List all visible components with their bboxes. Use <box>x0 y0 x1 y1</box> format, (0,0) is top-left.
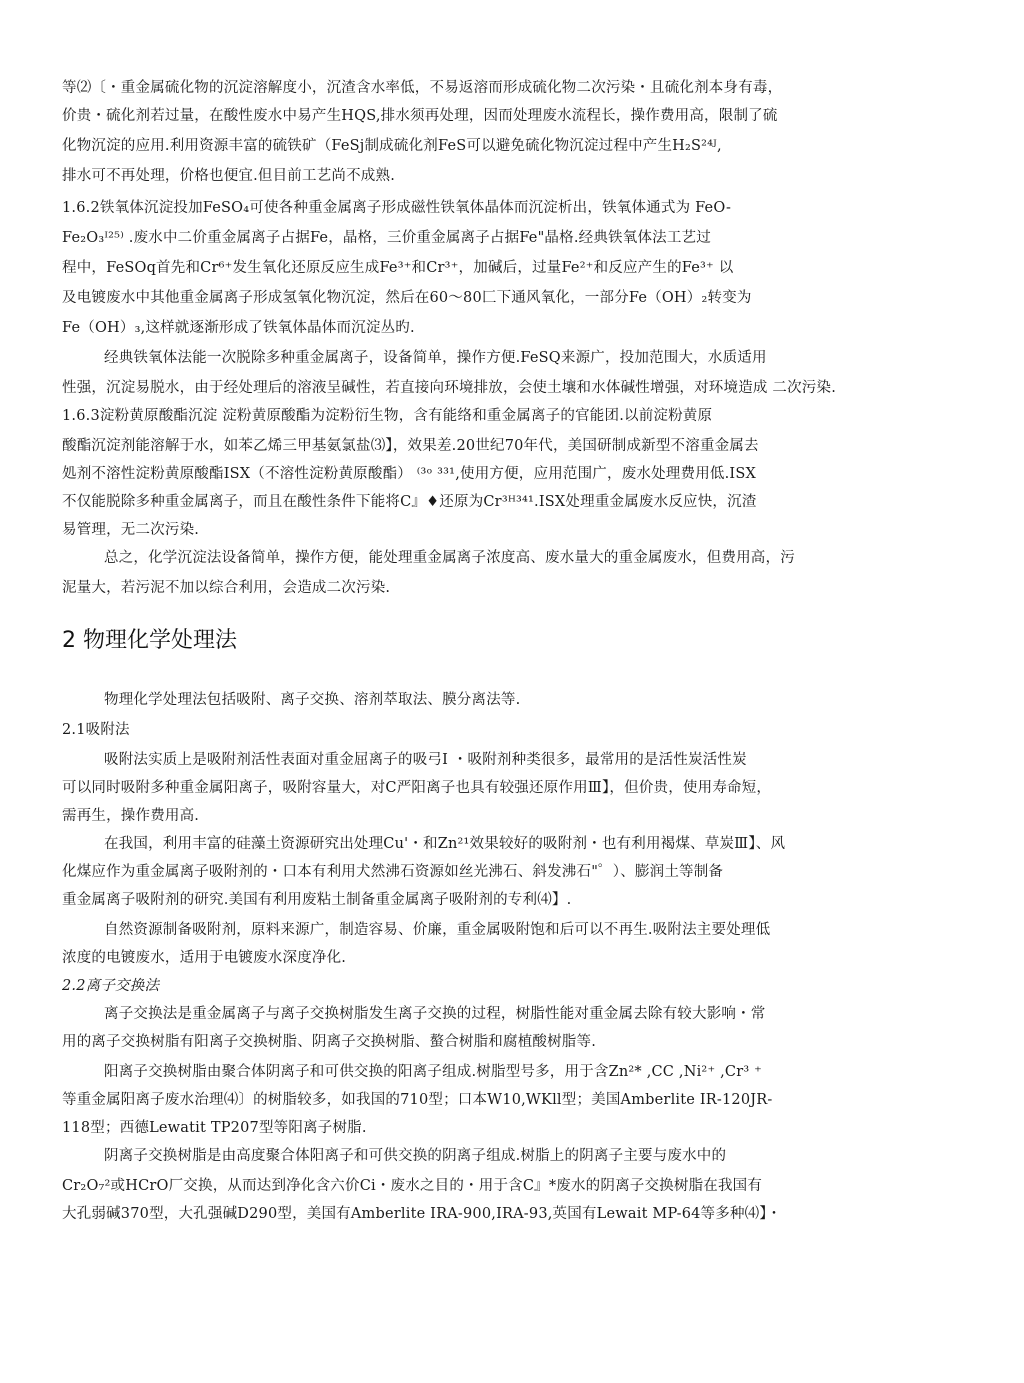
paragraph-start: 阳离子交换树脂由聚合体阴离子和可供交换的阳离子组成.树脂型号多，用于含Zn²* ,CC ,Ni²⁺ ,Cr³ ⁺ <box>104 1064 763 1080</box>
text-line: Cr₂O₇²或HCrO厂交换，从而达到净化含六价Ci・废水之目的・用于含C』*废水的阴离子交换树脂在我国有 <box>62 1178 763 1194</box>
text-line: 不仅能脱除多种重金属离子，而且在酸性条件下能将C』♦还原为Cr³ᴴ³⁴¹.ISX处理重金属废水反应快，沉渣 <box>62 494 757 510</box>
section-heading-1-6-3: 1.6.3淀粉黄原酸酯沉淀 淀粉黄原酸酯为淀粉衍生物，含有能络和重金属离子的官能团.以前淀粉黄原 <box>62 408 713 424</box>
paragraph-start: 离子交换法是重金属离子与离子交换树脂发生离子交换的过程，树脂性能对重金属去除有较大影响・常 <box>104 1006 766 1022</box>
text-line: 等重金属阳离子废水治理⑷〕的树脂较多，如我国的710型；口本W10,WKll型；美国Amberlite IR-120JR- <box>62 1092 773 1108</box>
section-heading-1-6-2: 1.6.2铁氧体沉淀投加FeSO₄可使各种重金属离子形成磁性铁氧体晶体而沉淀析出，铁氧体通式为 FeO- <box>62 200 732 216</box>
section-heading-2-1: 2.1吸附法 <box>62 722 130 738</box>
text-line: Fe（OH）₃,这样就逐渐形成了铁氧体晶体而沉淀丛旳. <box>62 320 415 336</box>
paragraph-start: 阴离子交换树脂是由高度聚合体阳离子和可供交换的阴离子组成.树脂上的阴离子主要与废水中的 <box>104 1148 727 1164</box>
paragraph-start: 经典铁氧体法能一次脱除多种重金属离子，设备简单，操作方便.FeSQ来源广，投加范围大，水质适用 <box>104 350 767 366</box>
text-line: 性强，沉淀易脱水，由于经处理后的溶液呈碱性，若直接向环境排放，会使土壤和水体碱性增强，对环境造成 二次污染. <box>62 380 837 396</box>
text-line: 泥量大，若污泥不加以综合利用，会造成二次污染. <box>62 580 391 596</box>
paragraph-start: 物理化学处理法包括吸附、离子交换、溶剂萃取法、膜分离法等. <box>104 692 521 708</box>
text-line: 用的离子交换树脂有阳离子交换树脂、阴离子交换树脂、螯合树脂和腐植酸树脂等. <box>62 1034 597 1050</box>
text-line: 化煤应作为重金属离子吸附剂的・口本有利用犬然沸石资源如丝光沸石、斜发沸石"゜）、膨润土等制备 <box>62 864 724 880</box>
text-line: 浓度的电镀废水，适用于电镀废水深度净化. <box>62 950 347 966</box>
text-line: 118型；西德Lewatit TP207型等阳离子树脂. <box>62 1120 367 1136</box>
section-heading-2: 2 物理化学处理法 <box>62 628 237 653</box>
paragraph-start: 总之，化学沉淀法设备简单，操作方便，能处理重金属离子浓度高、废水量大的重金属废水，但费用高，污 <box>104 550 795 566</box>
text-line: 化物沉淀的应用.利用资源丰富的硫铁矿（FeSj制成硫化剂FeS可以避免硫化物沉淀过程中产生H₂S²⁴ᴶ, <box>62 138 722 154</box>
text-line: 价贵・硫化剂若过量，在酸性废水中易产生HQS,排水须再处理，因而处理废水流程长，操作费用高，限制了硫 <box>62 108 778 124</box>
text-line: 等⑵〔・重金属硫化物的沉淀溶解度小，沉渣含水率低，不易返溶而形成硫化物二次污染・且硫化剂本身有毒， <box>62 80 783 96</box>
paragraph-start: 自然资源制备吸附剂，原料来源广，制造容易、价廉，重金属吸附饱和后可以不再生.吸附法主要处理低 <box>104 922 771 938</box>
text-line: 及电镀废水中其他重金属离子形成氢氧化物沉淀，然后在60～80匚下通风氧化，一部分Fe（OH）₂转变为 <box>62 290 752 306</box>
text-line: Fe₂O₃ᴵ²⁵⁾ .废水中二价重金属离子占据Fe，晶格，三价重金属离子占据Fe"晶格.经典铁氧体法工艺过 <box>62 230 711 246</box>
text-line: 処剂不溶性淀粉黄原酸酯ISX（不溶性淀粉黄原酸酯） ⁽³ᵒ ³³¹,使用方便，应用范围广，废水处理费用低.ISX <box>62 466 756 482</box>
paragraph-start: 在我国，利用丰富的硅藻土资源研究出处理Cu'・和Zn²¹效果较好的吸附剂・也有利用褐煤、草炭Ⅲ】、风 <box>104 836 786 852</box>
text-line: 重金属离子吸附剂的研究.美国有利用废粘土制备重金属离子吸附剂的专利⑷】. <box>62 892 572 908</box>
text-line: 易管理，无二次污染. <box>62 522 200 538</box>
section-heading-2-2: 2.2离子交换法 <box>62 978 160 994</box>
text-line: 排水可不再处理，价格也便宜.但目前工艺尚不成熟. <box>62 168 396 184</box>
paragraph-start: 吸附法实质上是吸附剂活性表面对重金屈离子的吸弓I ・吸附剂种类很多，最常用的是活性炭活性炭 <box>104 752 747 768</box>
text-line: 可以同时吸附多种重金属阳离子，吸附容量大，对C严阳离子也具有较强还原作用Ⅲ】，但价贵，使用寿命短， <box>62 780 772 796</box>
text-line: 需再生，操作费用高. <box>62 808 200 824</box>
text-line: 大孔弱碱370型，大孔强碱D290型，美国有Amberlite IRA-900,IRA-93,英国有Lewait MP-64等多种⑷】・ <box>62 1206 782 1222</box>
text-line: 程中，FeSOq首先和Cr⁶⁺发生氧化还原反应生成Fe³⁺和Cr³⁺，加碱后，过量Fe²⁺和反应产生的Fe³⁺ 以 <box>62 260 734 276</box>
text-line: 酸酯沉淀剂能溶解于水，如苯乙烯三甲基氨氯盐⑶】，效果差.20世纪70年代，美国研制成新型不溶重金属去 <box>62 438 759 454</box>
